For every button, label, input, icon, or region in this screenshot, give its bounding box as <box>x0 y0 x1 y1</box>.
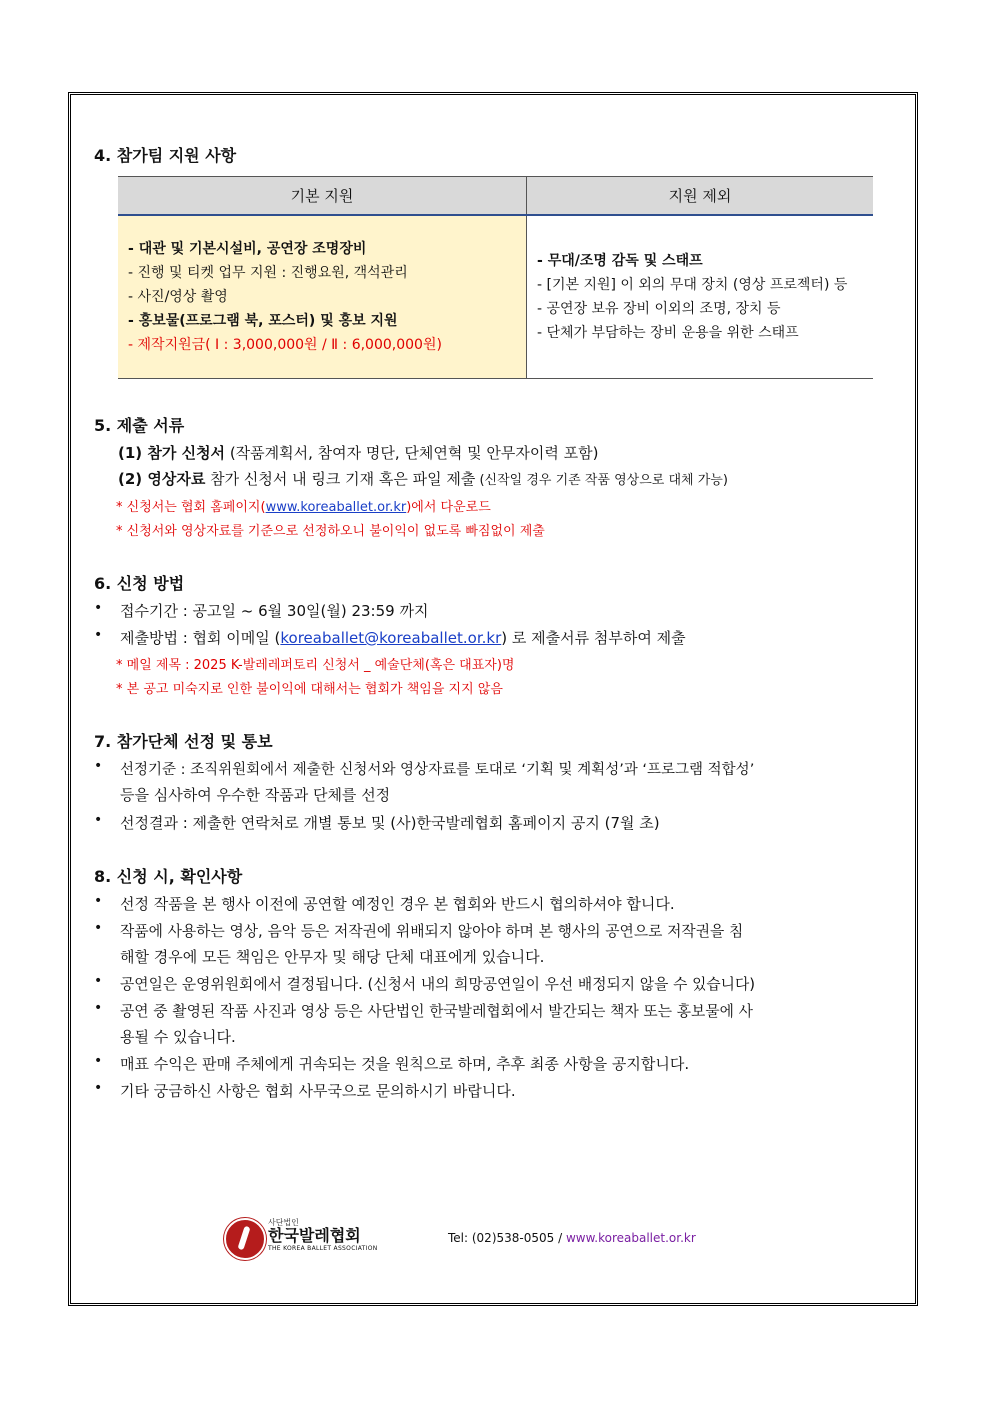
exclusion-item: - 단체가 부담하는 장비 운용을 위한 스태프 <box>537 321 863 345</box>
exclusion-item: - 무대/조명 감독 및 스태프 <box>537 249 863 273</box>
check-item-2: • 작품에 사용하는 영상, 음악 등은 저작권에 위배되지 않아야 하며 본 행사의 공연으로 저작권을 침 <box>120 920 743 941</box>
submission-item-1-text: (작품계획서, 참여자 명단, 단체연혁 및 안무자이력 포함) <box>225 444 599 462</box>
footer-contact <box>448 1231 696 1245</box>
section4-title: 4. 참가팀 지원 사항 <box>94 146 237 165</box>
selection-criteria: • 선정기준 : 조직위원회에서 제출한 신청서와 영상자료를 토대로 ‘기획 및 계획성’과 ‘프로그램 적합성’ <box>120 758 754 779</box>
basic-item: - 진행 및 티켓 업무 지원 : 진행요원, 객석관리 <box>128 261 516 285</box>
submission-item-2-label: (2) 영상자료 <box>118 470 206 488</box>
submission-item-2 <box>118 468 728 489</box>
apply-method-text: ) 로 제출서류 첨부하여 제출 <box>501 629 686 647</box>
section8-title: 8. 신청 시, 확인사항 <box>94 867 243 886</box>
exclusion-item: - [기본 지원] 이 외의 무대 장치 (영상 프로젝터) 등 <box>537 273 863 297</box>
apply-note-1: * 메일 제목 : 2025 K-발레레퍼토리 신청서 _ 예술단체(혹은 대표자)명 <box>116 658 515 673</box>
submission-note-2: * 신청서와 영상자료를 기준으로 선정하오니 불이익이 없도록 빠짐없이 제출 <box>116 524 545 539</box>
basic-item: - 사진/영상 촬영 <box>128 285 516 309</box>
exclusion-cell <box>527 215 874 379</box>
check-item-2-cont: 해할 경우에 모든 책임은 안무자 및 해당 단체 대표에게 있습니다. <box>120 948 545 966</box>
logo-subtitle: 사단법인 <box>268 1218 299 1227</box>
basic-support-header: 기본 지원 <box>118 177 527 216</box>
apply-period: • 접수기간 : 공고일 ~ 6월 30일(월) 23:59 까지 <box>120 600 428 621</box>
basic-support-cell <box>118 215 527 379</box>
basic-item: - 대관 및 기본시설비, 공연장 조명장비 <box>128 237 516 261</box>
note-text: )에서 다운로드 <box>406 500 491 515</box>
logo-text <box>268 1218 378 1253</box>
check-item-3: • 공연일은 운영위원회에서 결정됩니다. (신청서 내의 희망공연일이 우선 배정되지 않을 수 있습니다) <box>120 973 755 994</box>
section7-title: 7. 참가단체 선정 및 통보 <box>94 732 273 751</box>
submission-item-1 <box>118 442 598 463</box>
footer-url[interactable]: www.koreaballet.or.kr <box>565 1231 696 1245</box>
check-item-4-cont: 용될 수 있습니다. <box>120 1028 236 1046</box>
logo-english: THE KOREA BALLET ASSOCIATION <box>268 1245 378 1252</box>
submission-note-1 <box>116 496 491 515</box>
ballet-dancer-logo-icon <box>224 1218 266 1260</box>
email-link[interactable]: koreaballet@koreaballet.or.kr <box>280 629 502 647</box>
homepage-link[interactable]: www.koreaballet.or.kr <box>265 500 407 515</box>
section6-title: 6. 신청 방법 <box>94 574 185 593</box>
check-item-6: • 기타 궁금하신 사항은 협회 사무국으로 문의하시기 바랍니다. <box>120 1080 516 1101</box>
section5-title: 5. 제출 서류 <box>94 416 185 435</box>
apply-note-2: * 본 공고 미숙지로 인한 불이익에 대해서는 협회가 책임을 지지 않음 <box>116 682 503 697</box>
apply-method-text: 제출방법 : 협회 이메일 ( <box>120 629 281 647</box>
submission-item-2-note: (신작일 경우 기존 작품 영상으로 대체 가능) <box>475 473 728 488</box>
submission-item-2-text: 참가 신청서 내 링크 기재 혹은 파일 제출 <box>205 470 476 488</box>
submission-item-1-label: (1) 참가 신청서 <box>118 444 226 462</box>
note-text: * 신청서는 협회 홈페이지( <box>116 500 266 515</box>
basic-item: - 홍보물(프로그램 북, 포스터) 및 홍보 지원 <box>128 309 516 333</box>
support-table <box>118 176 873 379</box>
logo-name: 한국발레협회 <box>268 1226 361 1245</box>
selection-criteria-cont: 등을 심사하여 우수한 작품과 단체를 선정 <box>120 786 391 804</box>
apply-method <box>120 627 686 648</box>
basic-item-grant: - 제작지원금( Ⅰ : 3,000,000원 / Ⅱ : 6,000,000원) <box>128 333 516 357</box>
footer-tel: Tel: (02)538-0505 / <box>448 1231 566 1245</box>
check-item-1: • 선정 작품을 본 행사 이전에 공연할 예정인 경우 본 협회와 반드시 협의하셔야 합니다. <box>120 893 675 914</box>
check-item-4: • 공연 중 촬영된 작품 사진과 영상 등은 사단법인 한국발레협회에서 발간되는 책자 또는 홍보물에 사 <box>120 1000 753 1021</box>
check-item-5: • 매표 수익은 판매 주체에게 귀속되는 것을 원칙으로 하며, 추후 최종 사항을 공지합니다. <box>120 1053 689 1074</box>
exclusion-item: - 공연장 보유 장비 이외의 조명, 장치 등 <box>537 297 863 321</box>
selection-result: • 선정결과 : 제출한 연락처로 개별 통보 및 (사)한국발레협회 홈페이지 공지 (7월 초) <box>120 812 660 833</box>
exclusion-header: 지원 제외 <box>527 177 874 216</box>
